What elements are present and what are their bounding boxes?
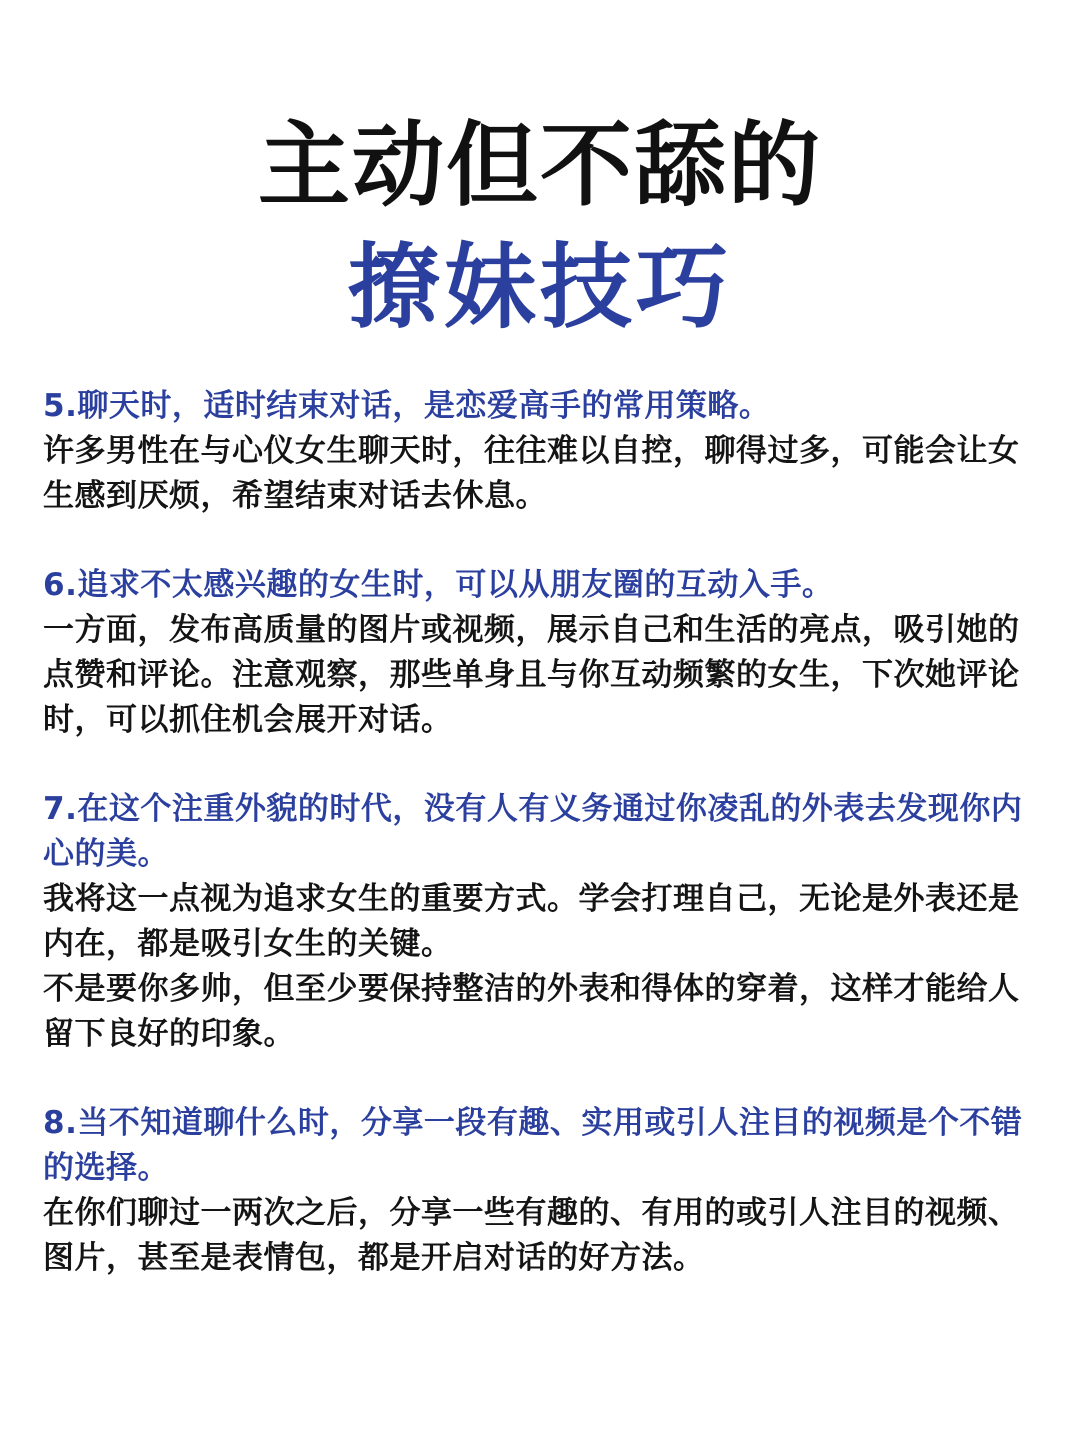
page-subtitle: 撩妹技巧 bbox=[347, 234, 732, 341]
tip-6 bbox=[43, 563, 1043, 743]
title-block bbox=[0, 108, 1080, 346]
page-title: 主动但不舔的 bbox=[257, 112, 822, 219]
tip-heading: 7.在这个注重外貌的时代，没有人有义务通过你凌乱的外表去发现你内心的美。 bbox=[43, 791, 1023, 872]
tip-8 bbox=[43, 1101, 1043, 1281]
tip-paragraph: 不是要你多帅，但至少要保持整洁的外表和得体的穿着，这样才能给人留下良好的印象。 bbox=[43, 971, 1020, 1052]
tips-list bbox=[43, 384, 1043, 1325]
tip-5 bbox=[43, 384, 1043, 519]
tip-paragraph: 许多男性在与心仪女生聊天时，往往难以自控，聊得过多，可能会让女生感到厌烦，希望结束对话去休息。 bbox=[43, 433, 1020, 514]
tip-heading: 6.追求不太感兴趣的女生时，可以从朋友圈的互动入手。 bbox=[43, 567, 834, 603]
tip-paragraph: 在你们聊过一两次之后，分享一些有趣的、有用的或引人注目的视频、图片，甚至是表情包，都是开启对话的好方法。 bbox=[43, 1195, 1020, 1276]
tip-paragraph: 一方面，发布高质量的图片或视频，展示自己和生活的亮点，吸引她的点赞和评论。注意观察，那些单身且与你互动频繁的女生，下次她评论时，可以抓住机会展开对话。 bbox=[43, 612, 1020, 738]
tip-heading: 5.聊天时，适时结束对话，是恋爱高手的常用策略。 bbox=[43, 388, 771, 424]
tip-7 bbox=[43, 787, 1043, 1057]
tip-paragraph: 我将这一点视为追求女生的重要方式。学会打理自己，无论是外表还是内在，都是吸引女生的关键。 bbox=[43, 881, 1020, 962]
tip-heading: 8.当不知道聊什么时，分享一段有趣、实用或引人注目的视频是个不错的选择。 bbox=[43, 1105, 1023, 1186]
